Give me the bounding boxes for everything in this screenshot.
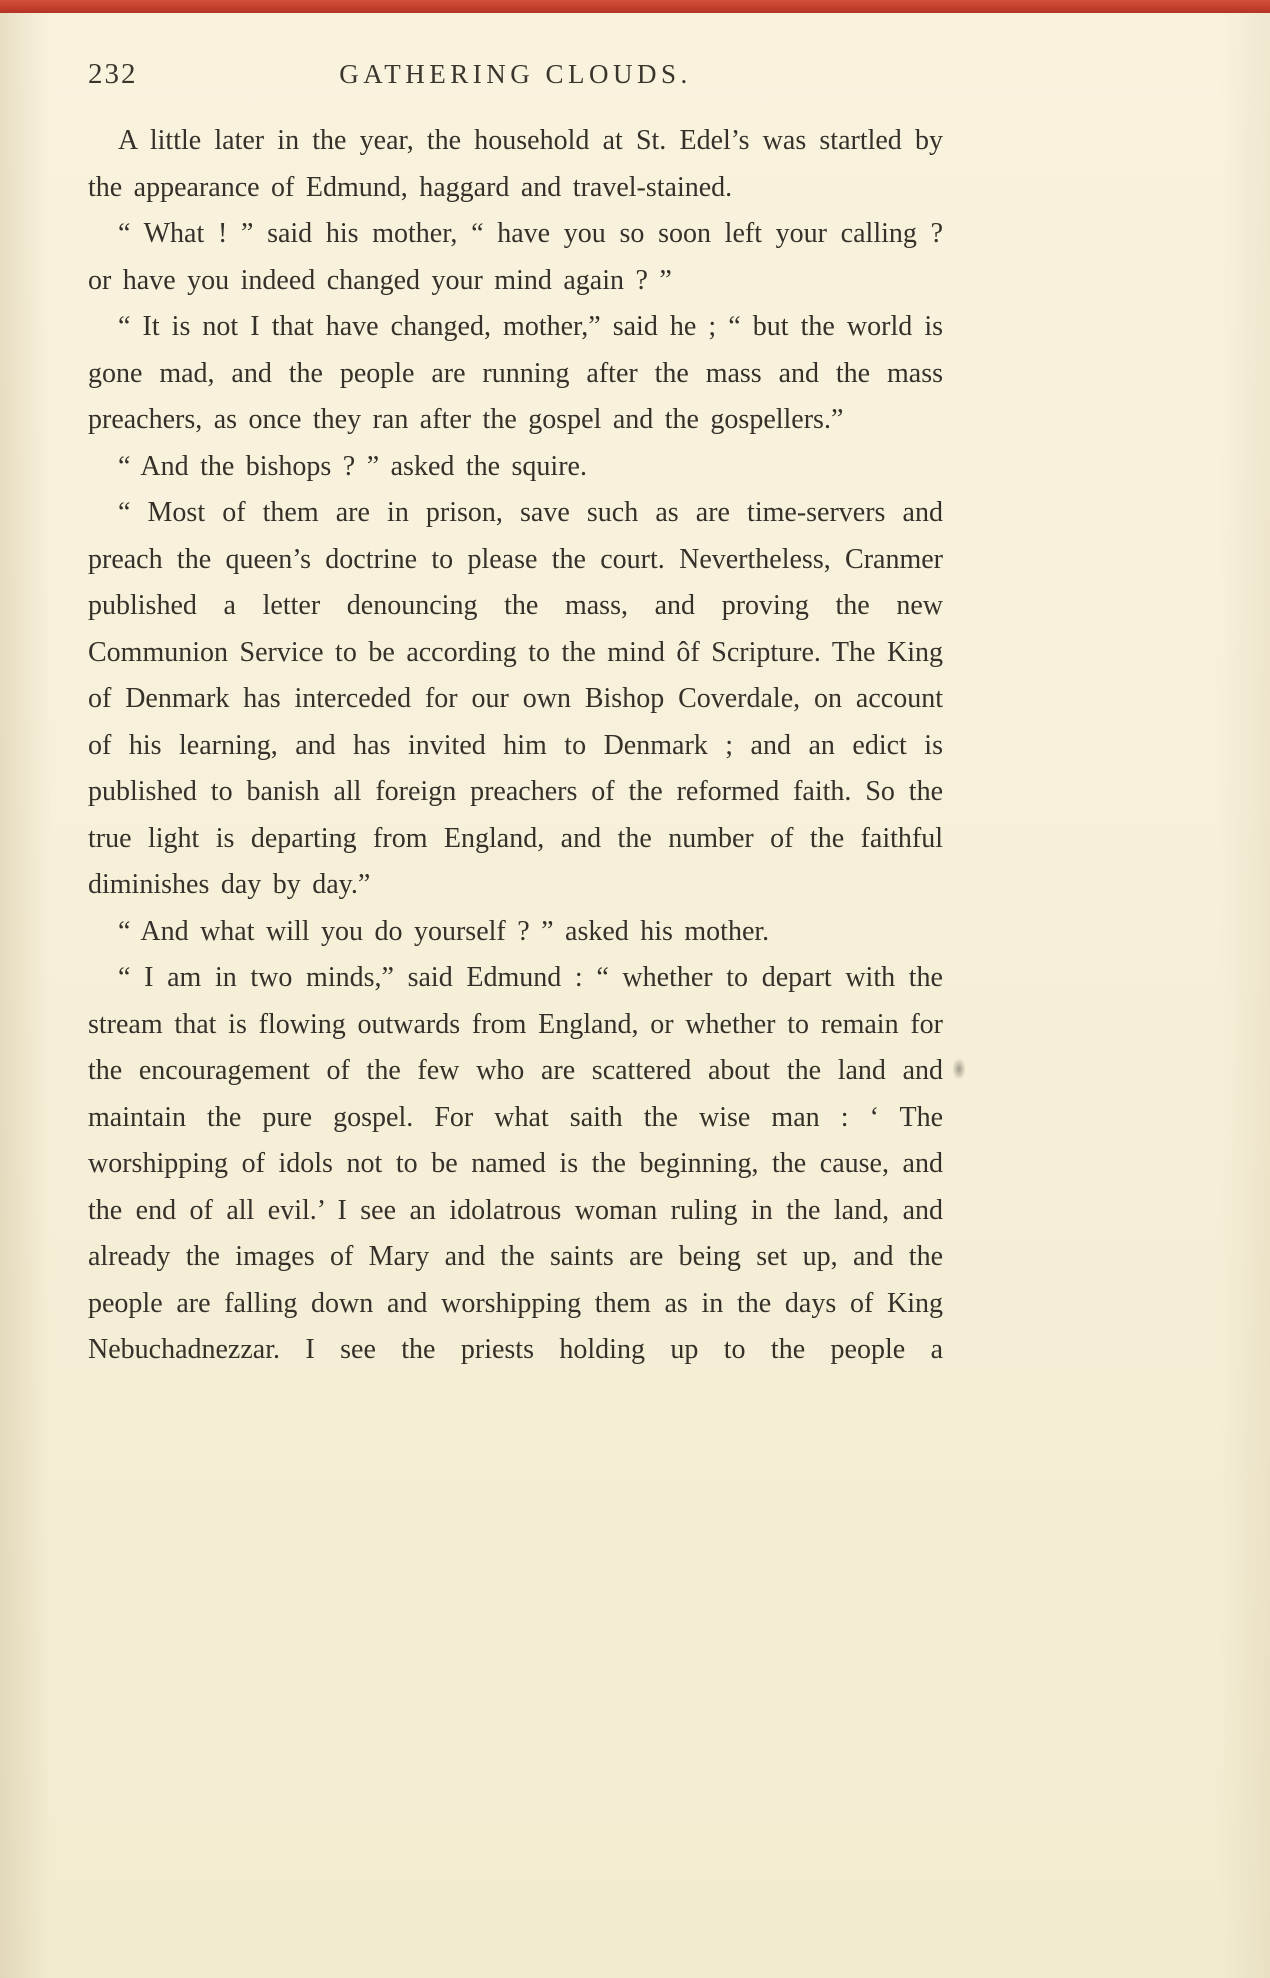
scan-smudge	[952, 1058, 966, 1080]
paragraph: A little later in the year, the household at St. Edel’s was startled by the appearance of Edmund, haggard and travel-stained.	[88, 125, 943, 203]
paragraph: “ And the bishops ? ” asked the squire.	[118, 450, 587, 482]
scan-top-edge	[0, 0, 1270, 13]
page-body	[88, 118, 943, 1374]
paragraph: “ And what will you do yourself ? ” asked his mother.	[118, 915, 770, 947]
paragraph: “ I am in two minds,” said Edmund : “ whether to depart with the stream that is flowing outwards from England, or whether to remain for the encouragement of the few who are scattered about the land and maintain the pure gospel. For what saith the wise man : ‘ The worshipping of idols not to be named is the beginning, the cause, and the end of all evil.’ I see an idolatrous woman ruling in the land, and already the images of Mary and the saints are being set up, and the people are falling down and worshipping them as in the days of King Nebuchadnezzar. I see the priests holding up to the people a	[88, 962, 943, 1365]
paragraph: “ It is not I that have changed, mother,” said he ; “ but the world is gone mad, and the people are running after the mass and the mass preachers, as once they ran after the gospel and the gospellers.”	[88, 311, 943, 435]
paragraph: “ Most of them are in prison, save such as are time-servers and preach the queen’s doctrine to please the court. Nevertheless, Cranmer published a letter denouncing the mass, and proving the new Communion Service to be according to the mind ôf Scripture. The King of Denmark has interceded for our own Bishop Coverdale, on account of his learning, and has invited him to Denmark ; and an edict is published to banish all foreign preachers of the reformed faith. So the true light is departing from England, and the number of the faithful diminishes day by day.”	[88, 497, 943, 900]
running-title: GATHERING CLOUDS.	[339, 59, 692, 89]
page-header	[88, 58, 943, 98]
page-number: 232	[88, 58, 138, 90]
paragraph: “ What ! ” said his mother, “ have you so soon left your calling ? or have you indeed changed your mind again ? ”	[88, 218, 943, 296]
